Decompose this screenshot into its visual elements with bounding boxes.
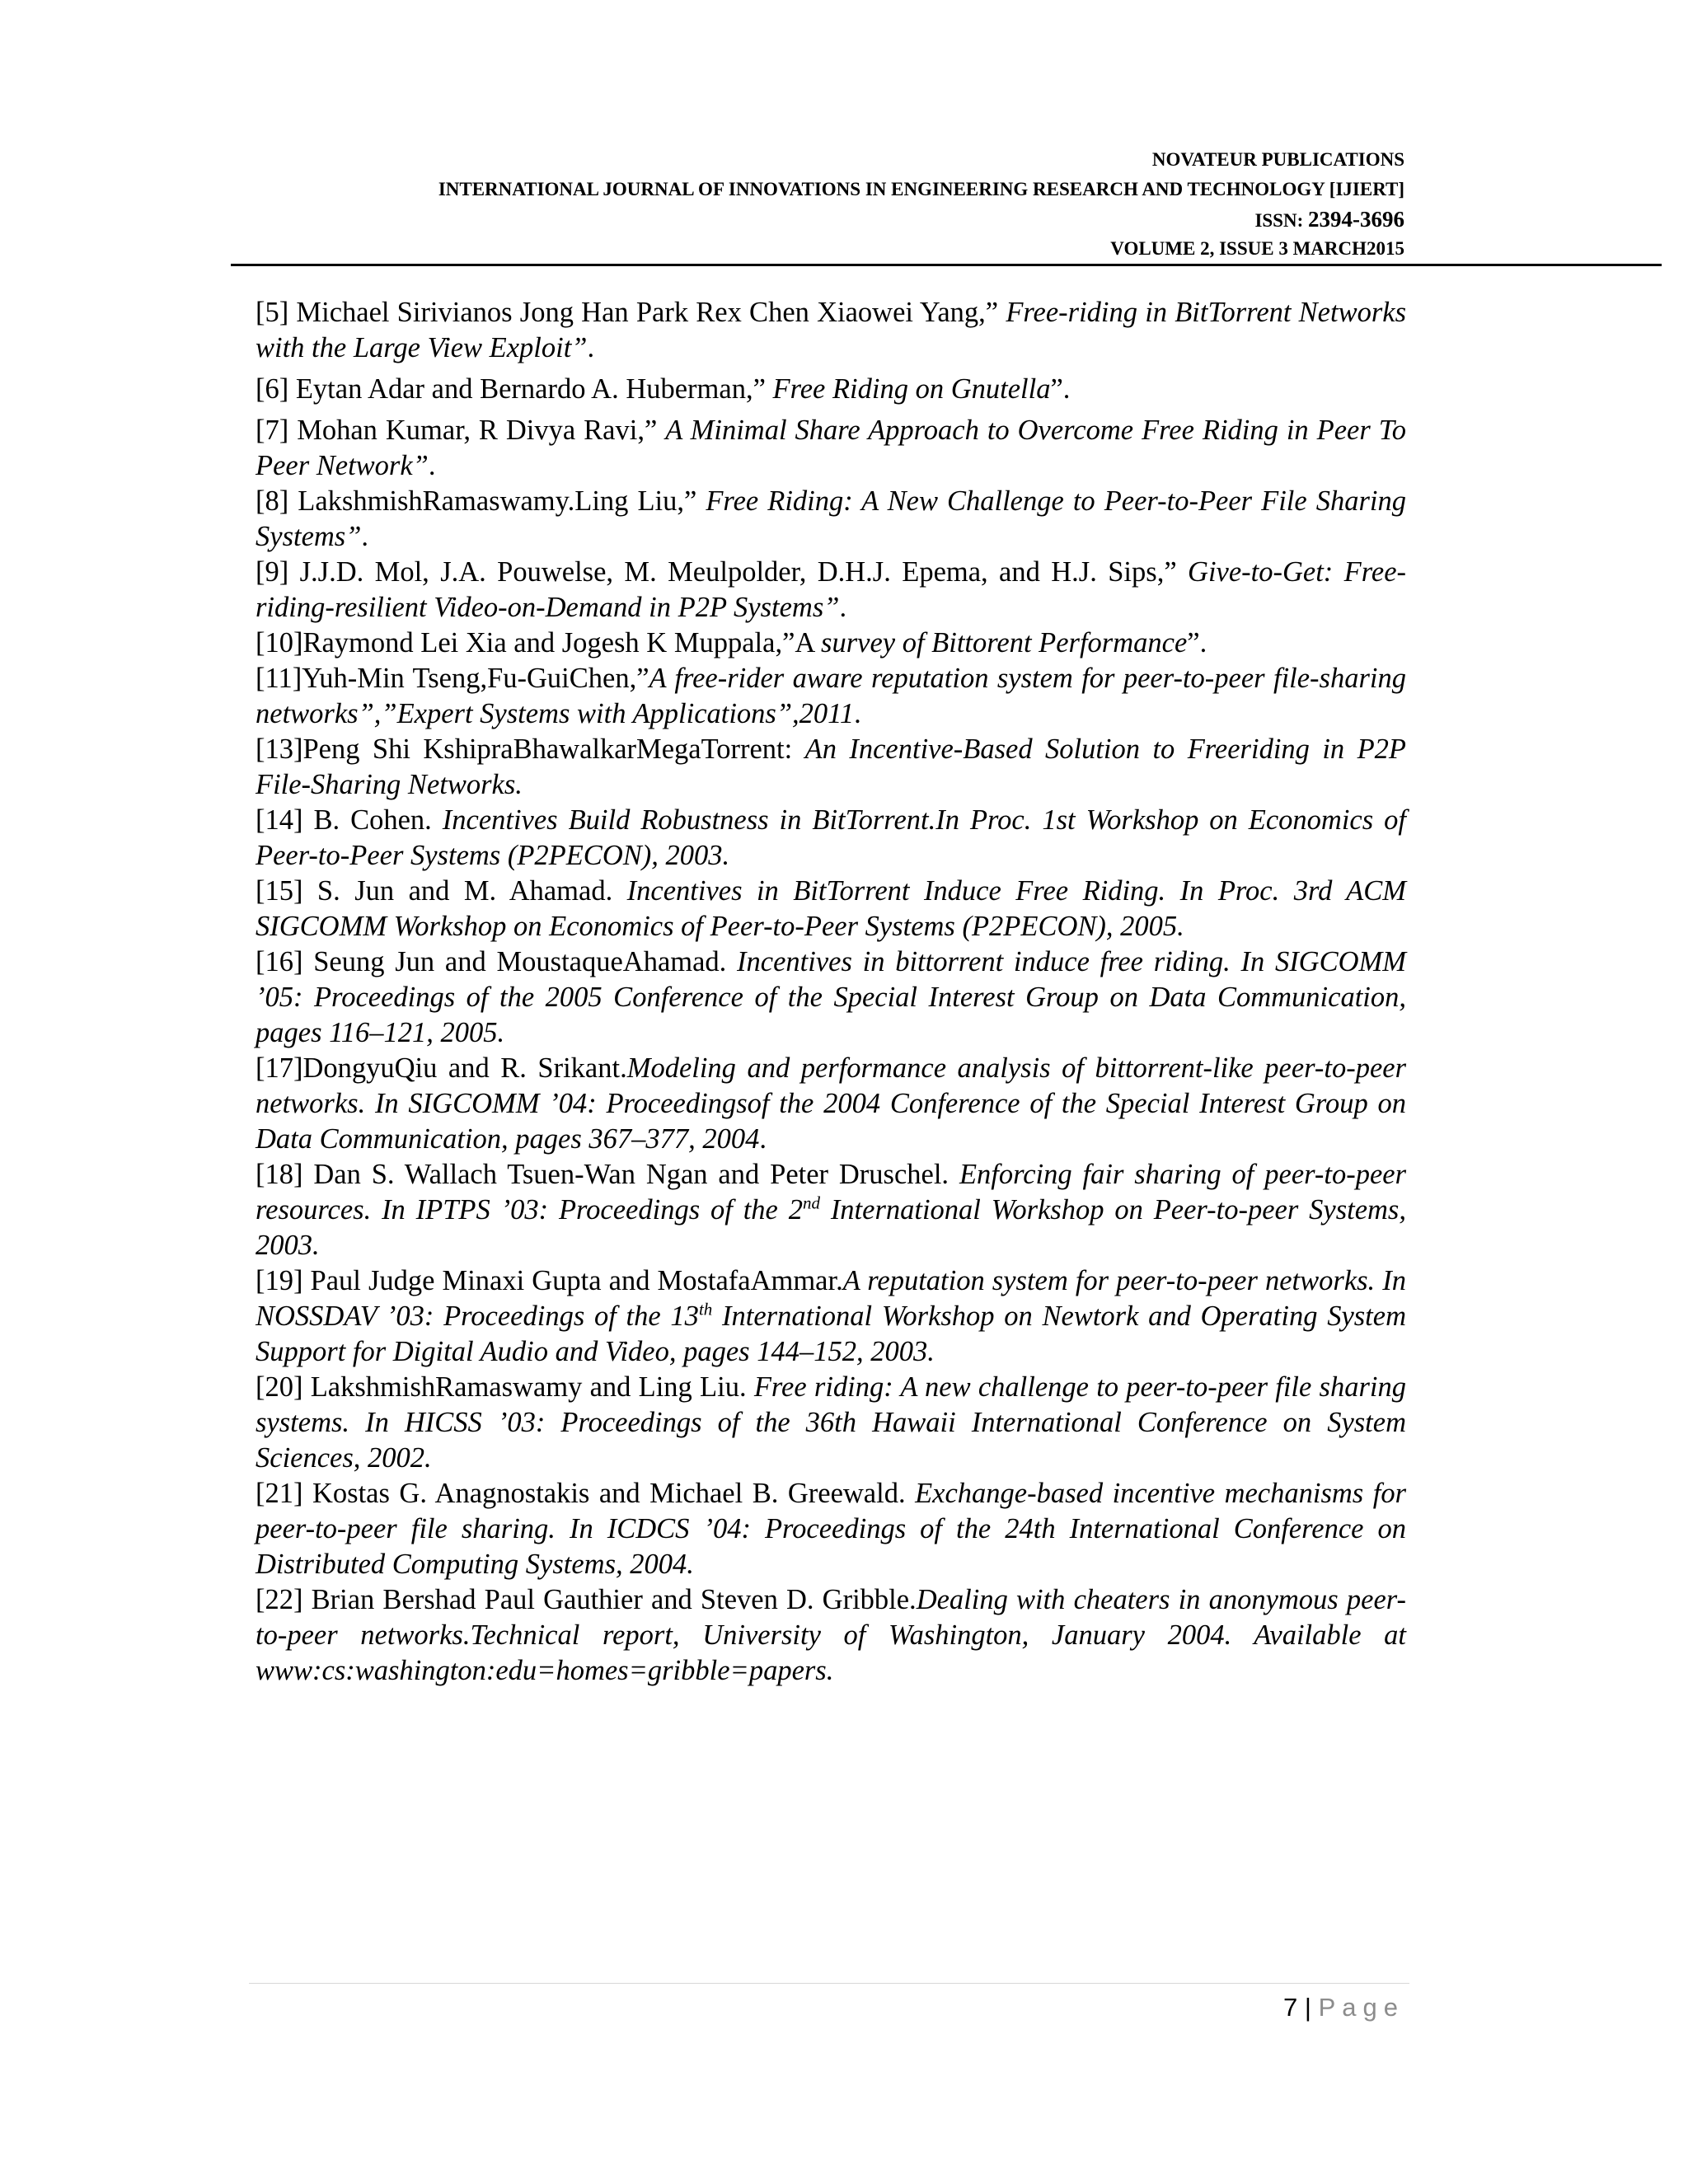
reference-item: [5] Michael Sirivianos Jong Han Park Rex Chen Xiaowei Yang,” Free-riding in BitTorrent Networks with the Large View Exploit”. bbox=[256, 297, 1407, 363]
reference-item: [7] Mohan Kumar, R Divya Ravi,” A Minimal Share Approach to Overcome Free Riding in Peer To Peer Network”. bbox=[256, 415, 1406, 481]
reference-item: [17]DongyuQiu and R. Srikant.Modeling and performance analysis of bittorrent-like peer-to-peer networks. In SIGCOMM ’04: Proceedingsof the 2004 Conference of the Special Interest Group on Data Communication, pages 367–377, 2004. bbox=[256, 1052, 1406, 1155]
reference-list bbox=[256, 295, 1406, 1689]
issn-line bbox=[0, 204, 1404, 234]
journal-name: INTERNATIONAL JOURNAL OF INNOVATIONS IN ENGINEERING RESEARCH AND TECHNOLOGY [IJIERT] bbox=[438, 179, 1404, 199]
page-number: 7 bbox=[1283, 1993, 1298, 2022]
reference-item: [10]Raymond Lei Xia and Jogesh K Muppala,”A survey of Bittorent Performance”. bbox=[256, 627, 1207, 658]
reference-item: [8] LakshmishRamaswamy.Ling Liu,” Free Riding: A New Challenge to Peer-to-Peer File Sharing Systems”. bbox=[256, 485, 1406, 552]
page-header bbox=[0, 145, 1404, 264]
header-rule bbox=[231, 264, 1662, 266]
footer-rule bbox=[249, 1983, 1409, 1984]
reference-item: [11]Yuh-Min Tseng,Fu-GuiChen,”A free-rider aware reputation system for peer-to-peer file-sharing networks”,”Expert Systems with Applications”,2011. bbox=[256, 663, 1406, 729]
page-label: Page bbox=[1318, 1993, 1404, 2022]
reference-item: [9] J.J.D. Mol, J.A. Pouwelse, M. Meulpolder, D.H.J. Epema, and H.J. Sips,” Give-to-Get: Free-riding-resilient Video-on-Demand in P2P Systems”. bbox=[256, 556, 1406, 623]
reference-item: [18] Dan S. Wallach Tsuen-Wan Ngan and Peter Druschel. Enforcing fair sharing of peer-to-peer resources. In IPTPS ’03: Proceedings of the 2nd International Workshop on Peer-to-peer Systems, 2003. bbox=[256, 1159, 1406, 1261]
reference-item: [13]Peng Shi KshipraBhawalkarMegaTorrent: An Incentive-Based Solution to Freeriding in P2P File-Sharing Networks. bbox=[256, 733, 1406, 800]
reference-item: [21] Kostas G. Anagnostakis and Michael B. Greewald. Exchange-based incentive mechanisms for peer-to-peer file sharing. In ICDCS ’04: Proceedings of the 24th International Conference on Distributed Computing Systems, 2004. bbox=[256, 1478, 1406, 1580]
reference-item: [19] Paul Judge Minaxi Gupta and MostafaAmmar.A reputation system for peer-to-peer networks. In NOSSDAV ’03: Proceedings of the 13th International Workshop on Newtork and Operating System Support for Digital Audio and Video, pages 144–152, 2003. bbox=[256, 1265, 1406, 1367]
volume-issue: VOLUME 2, ISSUE 3 MARCH2015 bbox=[1110, 238, 1404, 259]
reference-item: [6] Eytan Adar and Bernardo A. Huberman,” Free Riding on Gnutella”. bbox=[256, 373, 1071, 405]
reference-item: [16] Seung Jun and MoustaqueAhamad. Incentives in bittorrent induce free riding. In SIGCOMM ’05: Proceedings of the 2005 Conference of the Special Interest Group on Data Communication, pages 116–121, 2005. bbox=[256, 946, 1407, 1048]
issn-number: 2394-3696 bbox=[1308, 207, 1404, 232]
reference-item: [15] S. Jun and M. Ahamad. Incentives in BitTorrent Induce Free Riding. In Proc. 3rd ACM SIGCOMM Workshop on Economics of Peer-to-Peer Systems (P2PECON), 2005. bbox=[256, 875, 1406, 942]
reference-item: [22] Brian Bershad Paul Gauthier and Steven D. Gribble.Dealing with cheaters in anonymous peer-to-peer networks.Technical report, University of Washington, January 2004. Available at www:cs:washington:edu=homes=gribble=papers. bbox=[256, 1584, 1406, 1686]
issn-label: ISSN: bbox=[1254, 210, 1308, 231]
reference-item: [14] B. Cohen. Incentives Build Robustness in BitTorrent.In Proc. 1st Workshop on Economics of Peer-to-Peer Systems (P2PECON), 2003. bbox=[256, 804, 1406, 871]
publisher-name: NOVATEUR PUBLICATIONS bbox=[1151, 149, 1404, 170]
reference-item: [20] LakshmishRamaswamy and Ling Liu. Free riding: A new challenge to peer-to-peer file sharing systems. In HICSS ’03: Proceedings of the 36th Hawaii International Conference on System Sciences, 2002. bbox=[256, 1371, 1406, 1474]
page-footer bbox=[0, 1986, 1404, 2029]
page-separator: | bbox=[1304, 1993, 1311, 2022]
